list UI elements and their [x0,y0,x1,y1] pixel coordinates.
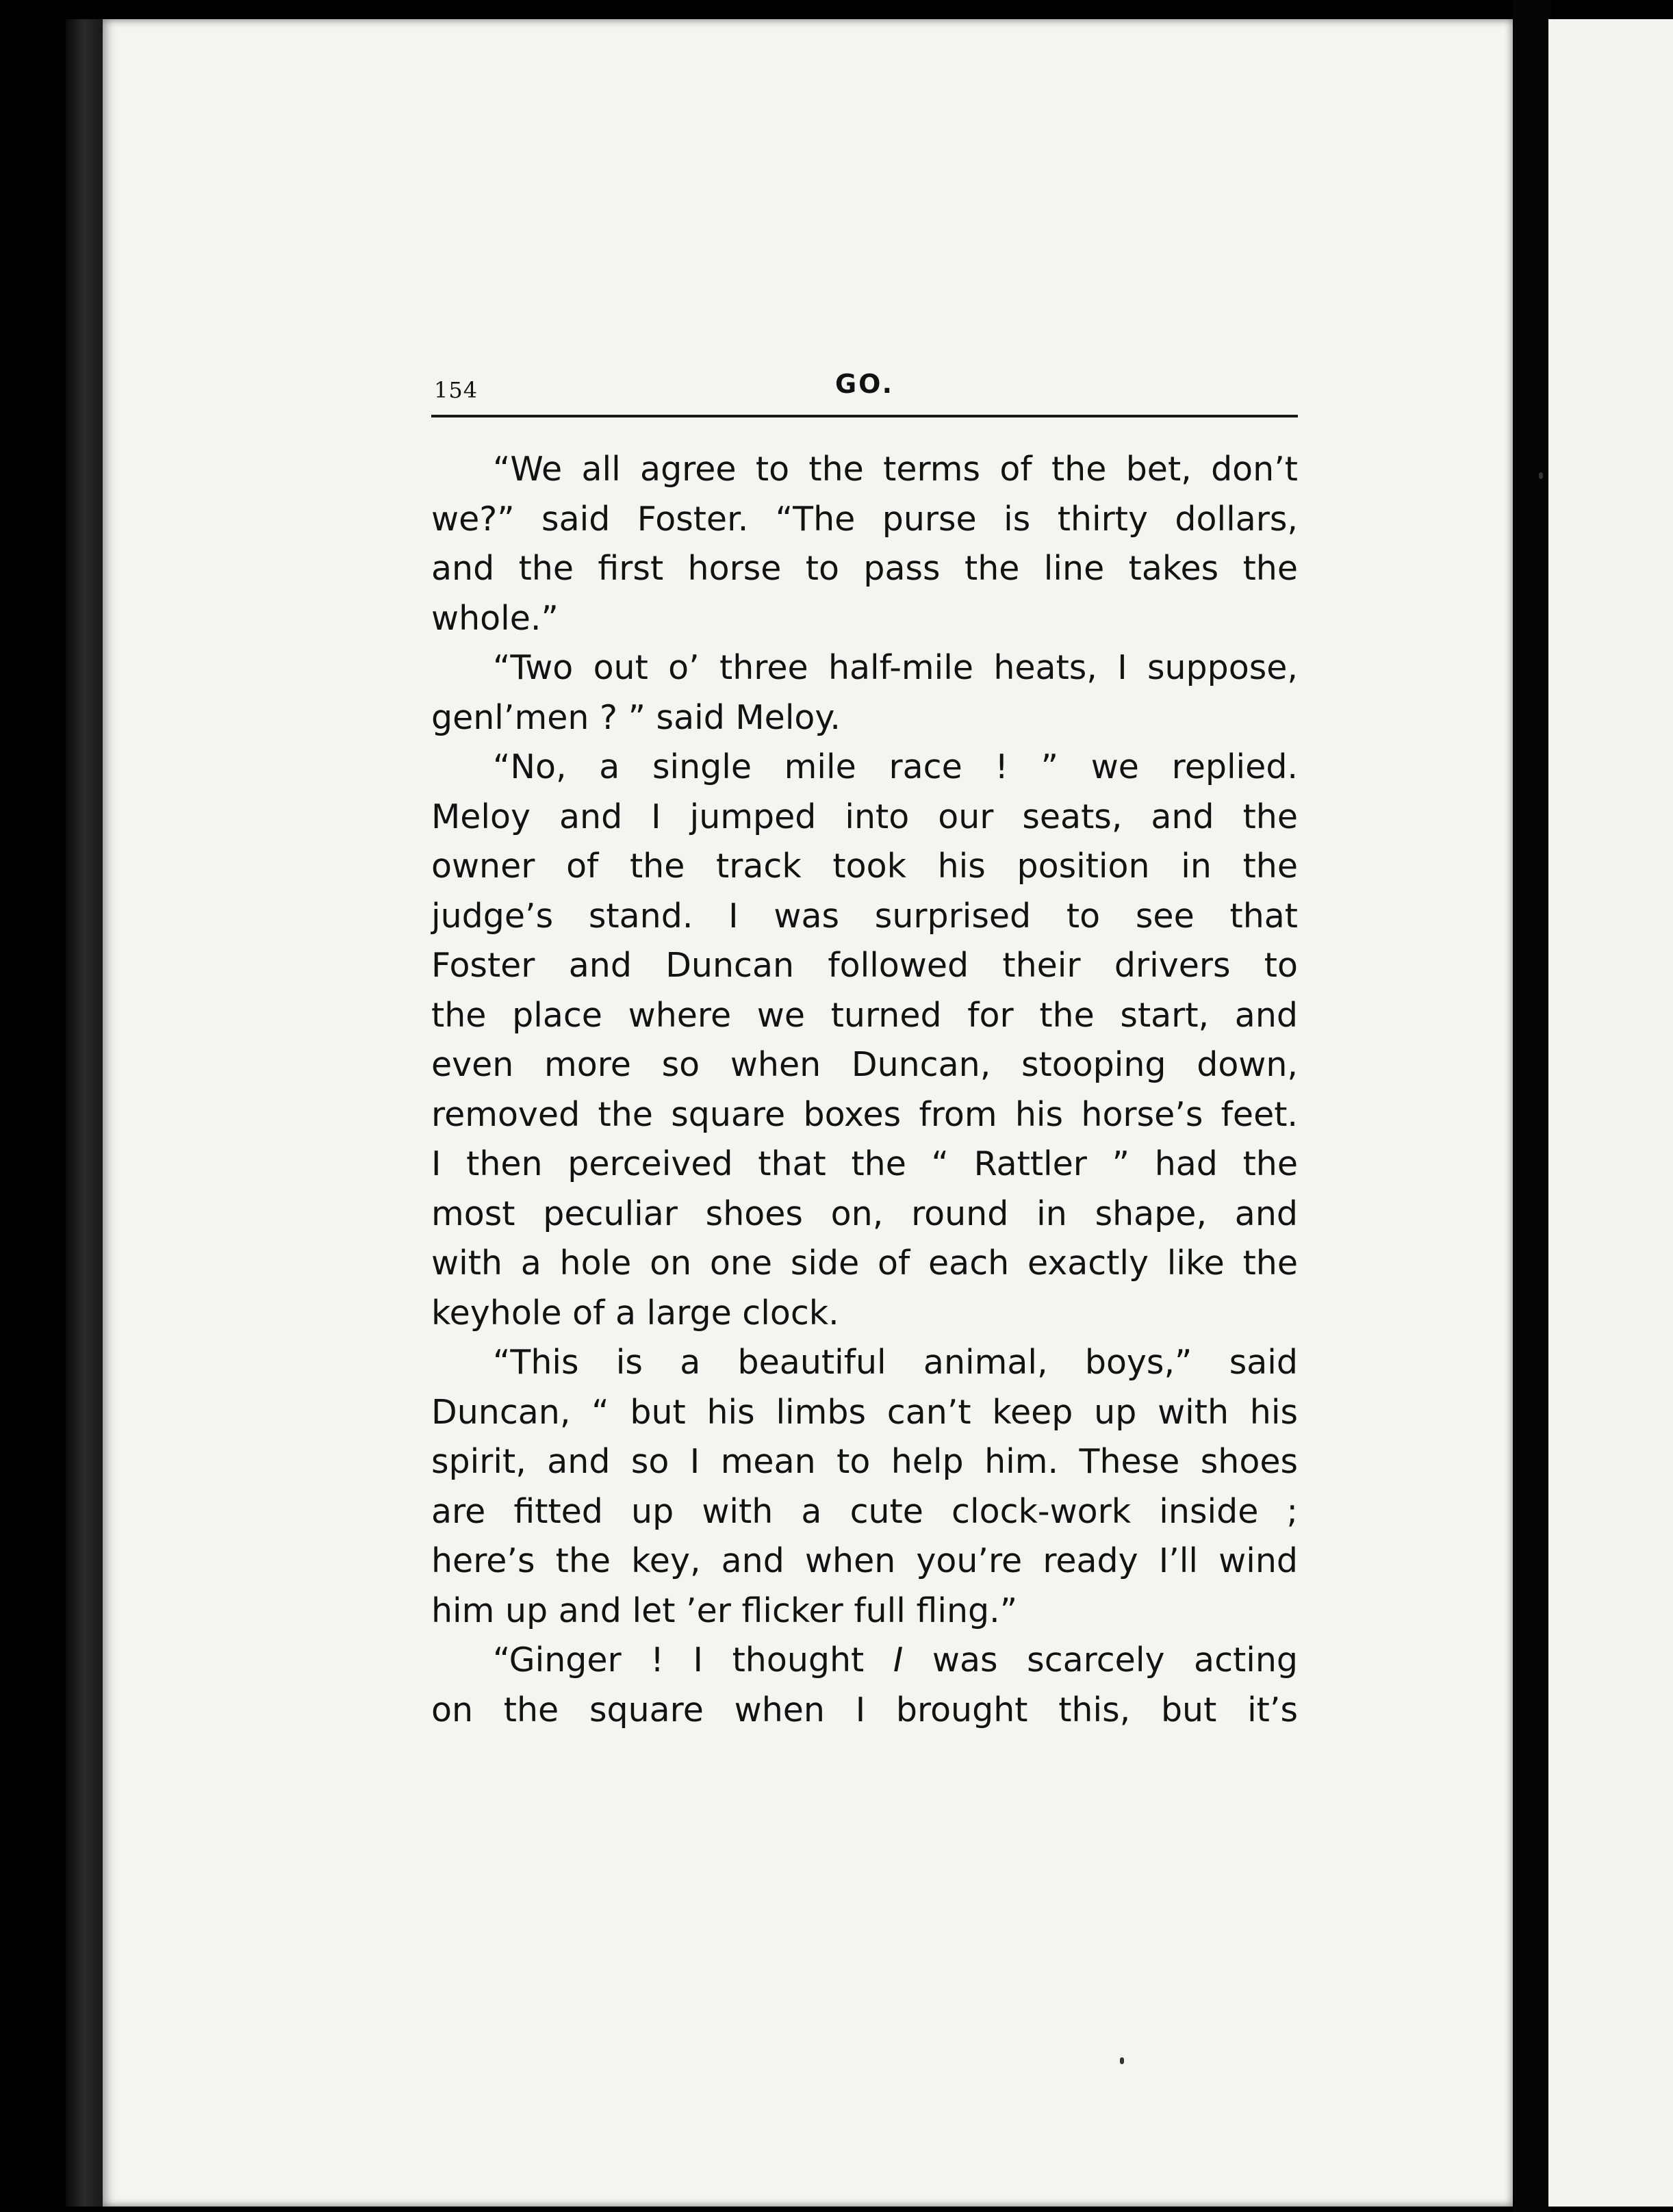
text-line: “Two out o’ three half-mile heats, I suppose, [493,648,1298,687]
text-line: Meloy and I jumped into our seats, and the [431,797,1298,836]
text-line: genl’men ? ” said Meloy. [431,697,841,737]
text-fragment: was scarcely acting [903,1641,1298,1680]
text-line: here’s the key, and when you’re ready I’ll wind [431,1541,1298,1580]
text-line: spirit, and so I mean to help him. These shoes [431,1442,1298,1481]
italic-word: I [893,1641,904,1680]
text-line: on the square when I brought this, but it’s [431,1690,1298,1729]
text-line: “This is a beautiful animal, boys,” said [493,1343,1298,1382]
text-fragment: “Ginger ! I thought [493,1641,893,1680]
text-line: keyhole of a large clock. [431,1293,839,1333]
header-rule [431,415,1298,417]
text-line: with a hole on one side of each exactly like the [431,1244,1298,1283]
text-line: we?” said Foster. “The purse is thirty dollars, [431,499,1298,539]
text-line: removed the square boxes from his horse’s feet. [431,1094,1298,1134]
text-line: owner of the track took his position in the [431,847,1298,886]
text-line: the place where we turned for the start, and [431,995,1298,1035]
text-line: Duncan, “ but his limbs can’t keep up with his [431,1392,1298,1432]
text-line: most peculiar shoes on, round in shape, and [431,1194,1298,1233]
text-line: are fitted up with a cute clock-work inside ; [431,1491,1298,1531]
running-title: GO. [834,369,895,399]
text-line: I then perceived that the “ Rattler ” had the [431,1144,1298,1183]
scan-speck [1539,472,1543,479]
text-line: Foster and Duncan followed their drivers to [431,946,1298,985]
text-line [431,1636,1298,1686]
running-head [431,366,1298,415]
text-line: even more so when Duncan, stooping down, [431,1045,1298,1084]
text-line: judge’s stand. I was surprised to see that [431,896,1298,936]
text-line: “No, a single mile race ! ” we replied. [493,747,1298,786]
book-edge-left [66,19,107,2207]
text-line: “We all agree to the terms of the bet, don’t [493,450,1298,489]
body-text [431,445,1298,1735]
text-line: him up and let ’er flicker full fling.” [431,1591,1018,1630]
facing-page-edge [1548,19,1673,2207]
text-line: whole.” [431,598,559,638]
book-gutter [1513,0,1551,2212]
page-number: 154 [434,377,478,403]
scan-speck [1120,2057,1124,2064]
text-line: and the first horse to pass the line takes the [431,549,1298,588]
